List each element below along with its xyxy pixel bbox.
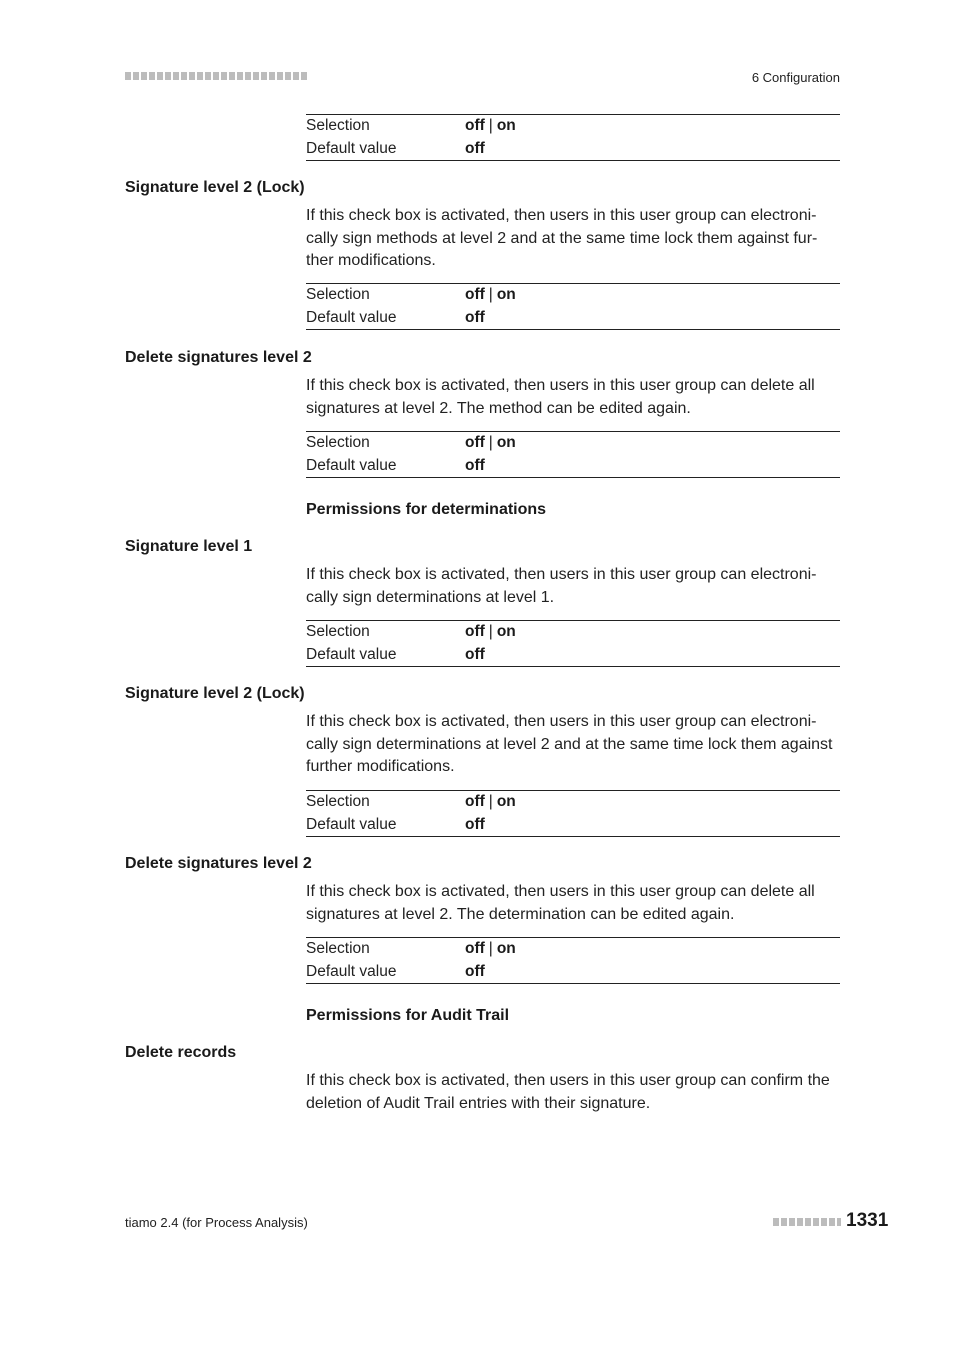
- section-description: If this check box is activated, then users in this user group can electroni- cally sign determinations at level 2 and at the same time lock them against further modifications.: [306, 713, 833, 775]
- default-row: [306, 961, 840, 984]
- section-description: If this check box is activated, then users in this user group can electroni- cally sign methods at level 2 and at the same time lock them against fur- ther modifications.: [306, 207, 818, 269]
- selection-row: [306, 621, 840, 644]
- default-row: [306, 455, 840, 478]
- parameter-table: [306, 283, 840, 330]
- chapter-title: 6 Configuration: [751, 70, 840, 85]
- selection-values: off | on: [465, 793, 516, 810]
- section-title: Signature level 1: [125, 538, 253, 555]
- default-row: [306, 644, 840, 667]
- default-label: Default value: [306, 815, 397, 833]
- selection-values: off | on: [465, 286, 516, 303]
- selection-row: [306, 284, 840, 307]
- default-label: Default value: [306, 308, 397, 326]
- selection-row: [306, 115, 840, 138]
- selection-row: [306, 432, 840, 455]
- selection-row: [306, 938, 840, 961]
- default-value: off: [465, 815, 485, 833]
- default-label: Default value: [306, 139, 397, 157]
- selection-values: off | on: [465, 940, 516, 957]
- selection-label: Selection: [306, 434, 370, 451]
- section-title: Delete signatures level 2: [125, 855, 312, 872]
- default-value: off: [465, 139, 485, 157]
- section-description: If this check box is activated, then users in this user group can delete all signatures at level 2. The determination can be edited again.: [306, 883, 815, 923]
- selection-label: Selection: [306, 117, 370, 134]
- default-row: [306, 138, 840, 161]
- section-title: Signature level 2 (Lock): [125, 179, 305, 196]
- selection-values: off | on: [465, 623, 516, 640]
- default-label: Default value: [306, 456, 397, 474]
- default-value: off: [465, 962, 485, 980]
- section-description: If this check box is activated, then users in this user group can electroni- cally sign determinations at level 1.: [306, 566, 817, 606]
- footer-product: tiamo 2.4 (for Process Analysis): [125, 1215, 308, 1230]
- subheading-determinations: Permissions for determinations: [306, 501, 547, 518]
- selection-label: Selection: [306, 793, 370, 810]
- selection-label: Selection: [306, 623, 370, 640]
- selection-label: Selection: [306, 940, 370, 957]
- default-label: Default value: [306, 962, 397, 980]
- header-decoration: [125, 72, 307, 80]
- parameter-table: [306, 937, 840, 984]
- section-description: If this check box is activated, then users in this user group can confirm the deletion of Audit Trail entries with their signature.: [306, 1072, 830, 1112]
- parameter-table: [306, 114, 840, 161]
- default-label: Default value: [306, 645, 397, 663]
- footer-decoration: [773, 1218, 841, 1226]
- section-title: Signature level 2 (Lock): [125, 685, 305, 702]
- page-number: 1331: [846, 1210, 889, 1231]
- parameter-table: [306, 790, 840, 837]
- selection-row: [306, 791, 840, 814]
- section-description: If this check box is activated, then users in this user group can delete all signatures at level 2. The method can be edited again.: [306, 377, 815, 417]
- section-title: Delete records: [125, 1044, 237, 1061]
- subheading-audit-trail: Permissions for Audit Trail: [306, 1007, 510, 1024]
- default-value: off: [465, 308, 485, 326]
- default-row: [306, 814, 840, 837]
- default-row: [306, 307, 840, 330]
- parameter-table: [306, 431, 840, 478]
- default-value: off: [465, 645, 485, 663]
- selection-label: Selection: [306, 286, 370, 303]
- default-value: off: [465, 456, 485, 474]
- parameter-table: [306, 620, 840, 667]
- selection-values: off | on: [465, 117, 516, 134]
- section-title: Delete signatures level 2: [125, 349, 312, 366]
- selection-values: off | on: [465, 434, 516, 451]
